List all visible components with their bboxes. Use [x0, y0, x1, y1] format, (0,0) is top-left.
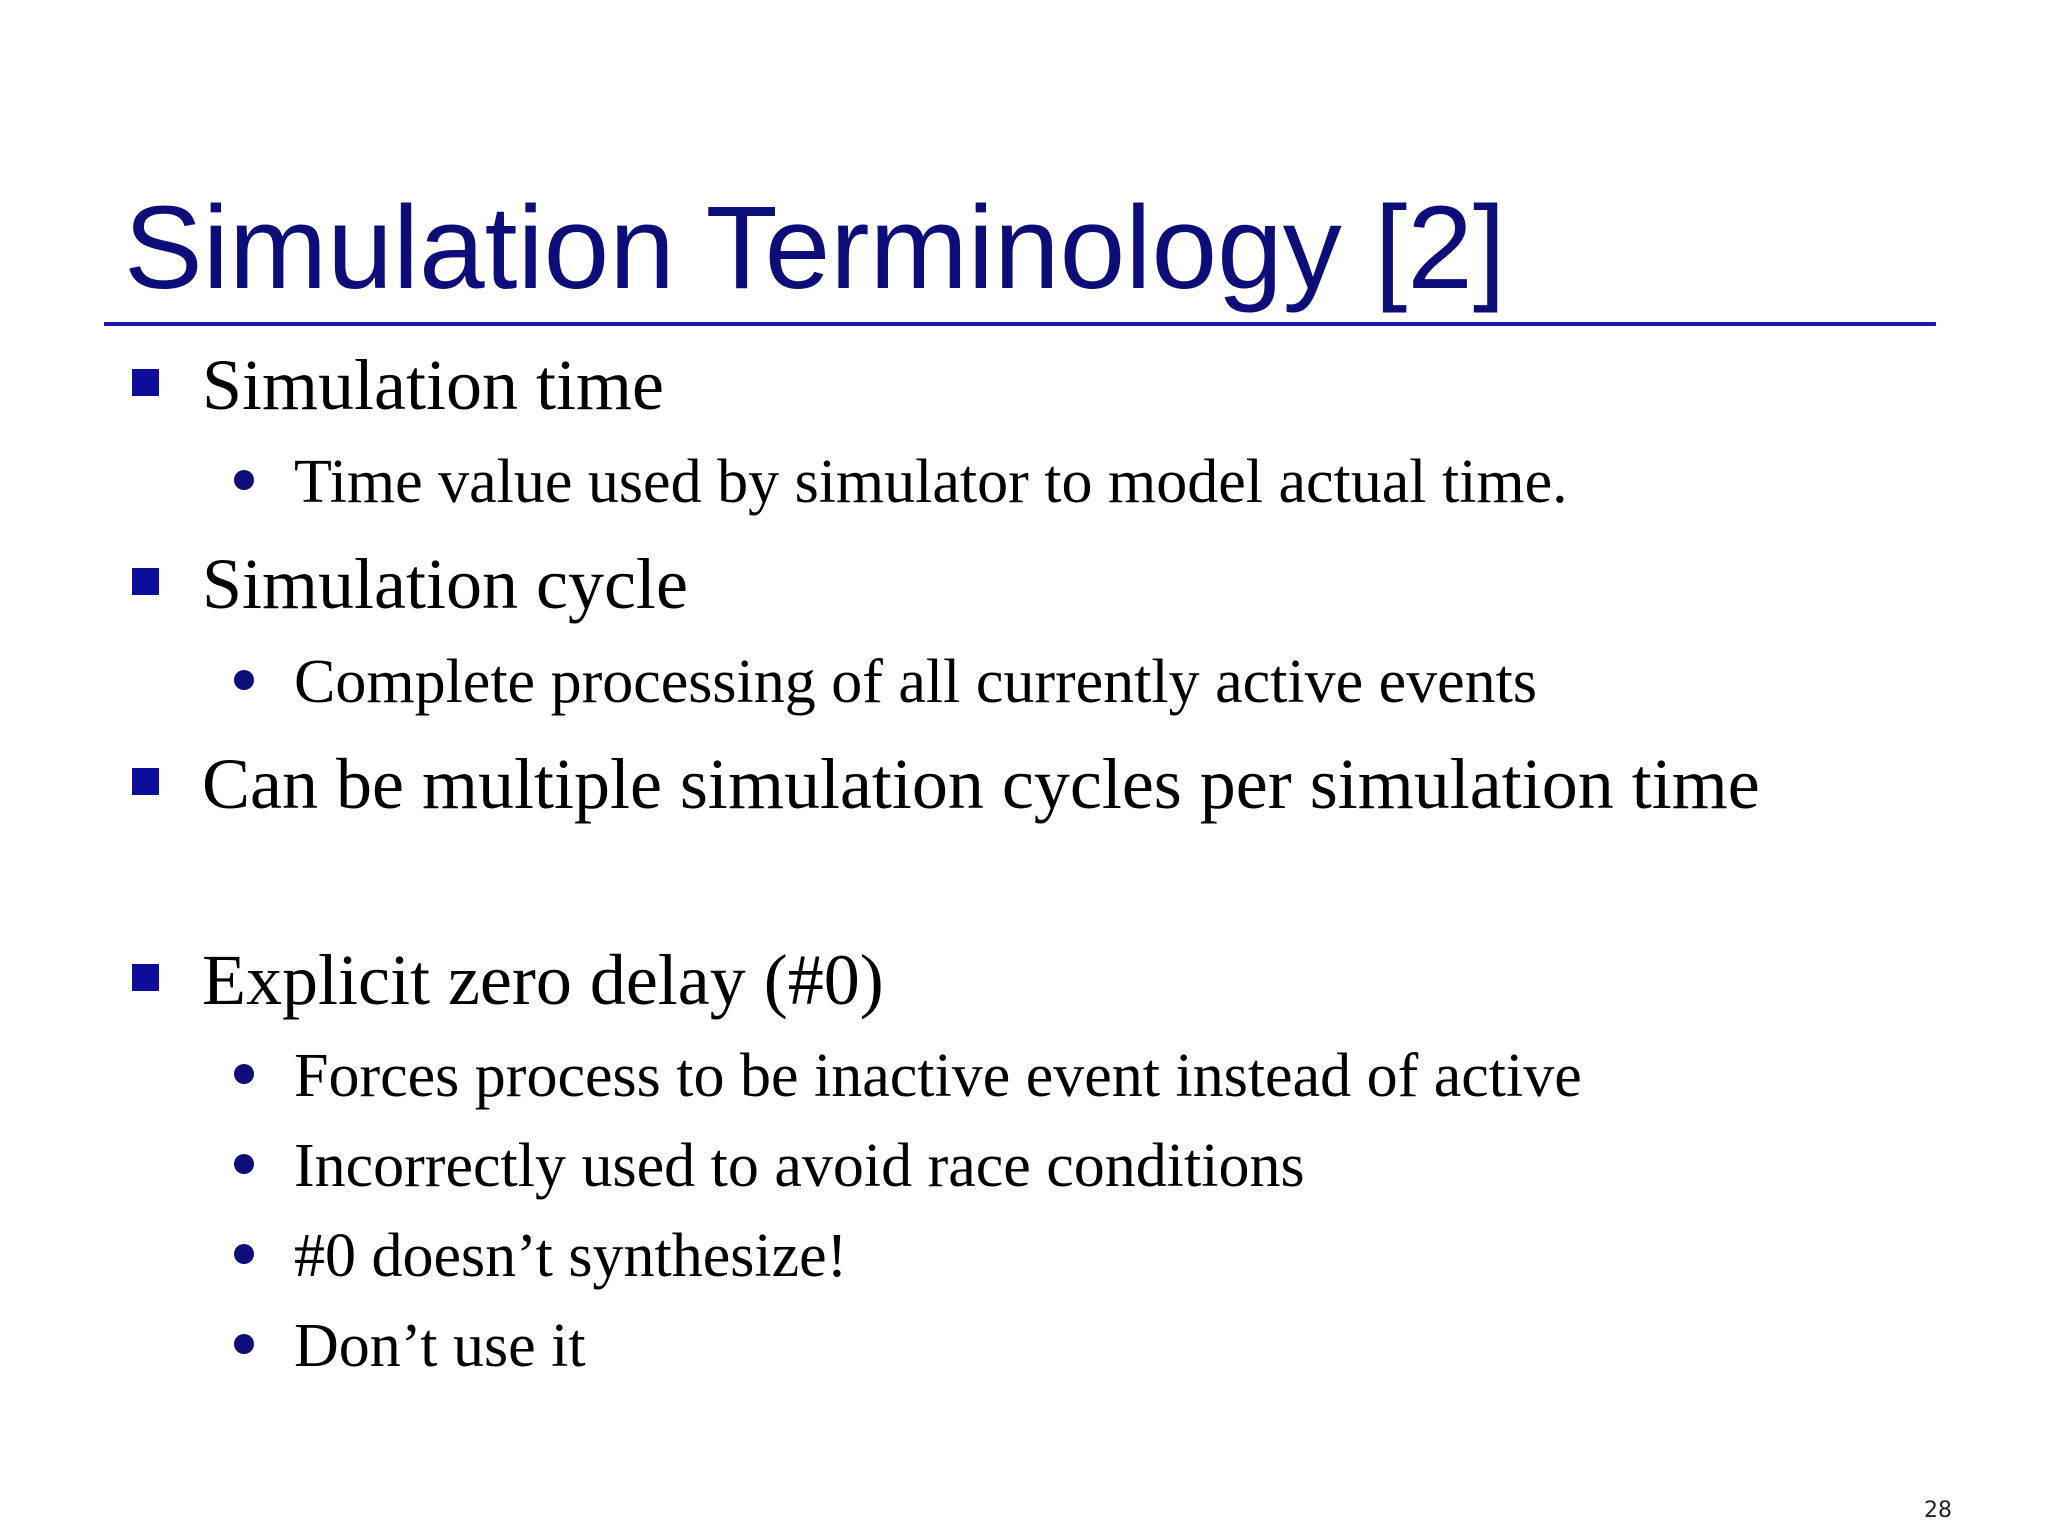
- round-bullet-icon: [234, 670, 254, 690]
- square-bullet-icon: [132, 568, 159, 595]
- square-bullet-icon: [132, 768, 159, 795]
- square-bullet-icon: [132, 964, 159, 991]
- bullet-text: Can be multiple simulation cycles per simulation time: [202, 744, 1760, 824]
- round-bullet-icon: [234, 1244, 254, 1264]
- sub-bullet-text: Time value used by simulator to model actual time.: [294, 448, 1568, 516]
- sub-bullet-text: Don’t use it: [294, 1312, 586, 1380]
- round-bullet-icon: [234, 470, 254, 490]
- sub-bullet-text: Complete processing of all currently active events: [294, 648, 1538, 716]
- bullet-text: Simulation time: [202, 345, 664, 425]
- bullet-text: Simulation cycle: [202, 544, 688, 624]
- round-bullet-icon: [234, 1154, 254, 1174]
- slide-title: Simulation Terminology [2]: [124, 182, 1506, 314]
- sub-bullet-text: Incorrectly used to avoid race conditions: [294, 1132, 1305, 1200]
- round-bullet-icon: [234, 1334, 254, 1354]
- page-number: 28: [1924, 1498, 1952, 1523]
- sub-bullet-text: #0 doesn’t synthesize!: [294, 1222, 848, 1290]
- bullet-text: Explicit zero delay (#0): [202, 940, 884, 1020]
- title-divider: [104, 322, 1936, 326]
- square-bullet-icon: [132, 369, 159, 396]
- round-bullet-icon: [234, 1064, 254, 1084]
- sub-bullet-text: Forces process to be inactive event instead of active: [294, 1042, 1582, 1110]
